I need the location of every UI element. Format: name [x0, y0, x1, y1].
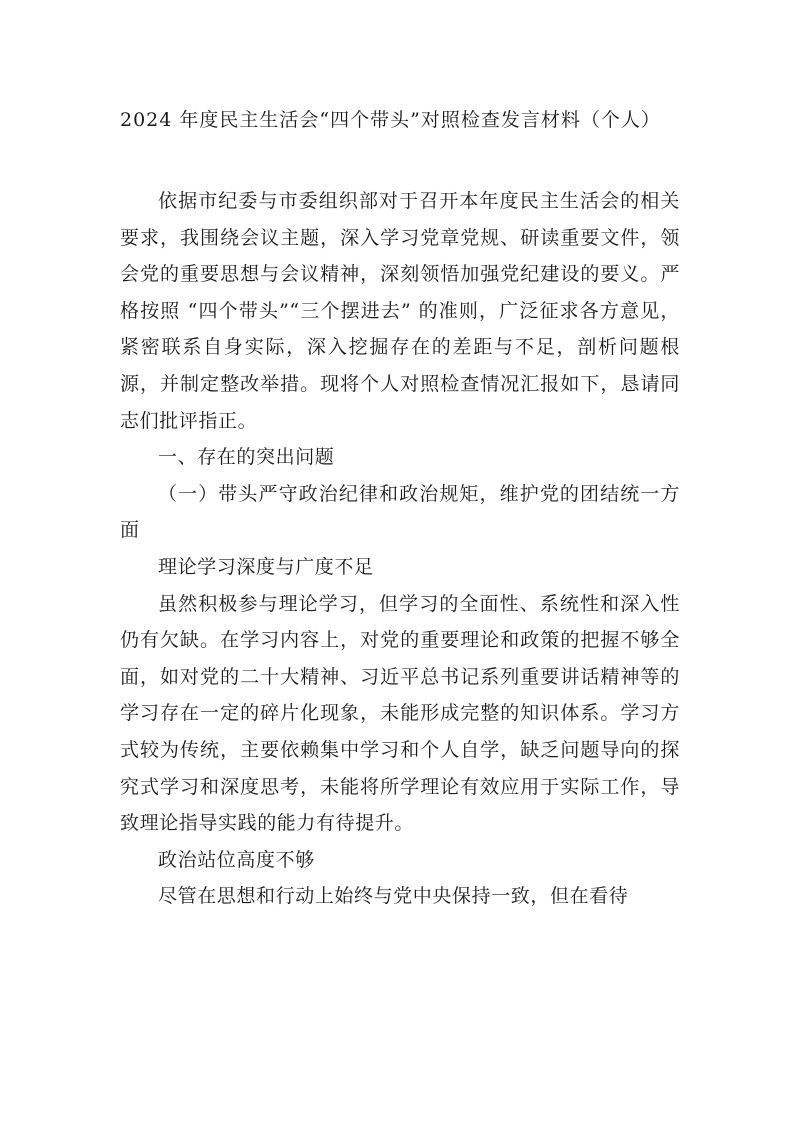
topic-heading: 理论学习深度与广度不足 [158, 555, 374, 578]
document-body [120, 183, 680, 915]
intro-paragraph: 依据市纪委与市委组织部对于召开本年度民主生活会的相关要求，我围绕会议主题，深入学习党章党规、研读重要文件，领会党的重要思想与会议精神，深刻领悟加强党纪建设的要义。严格按照 “四个带头”“三个摆进去” 的准则，广泛征求各方意见，紧密联系自身实际，深入挖掘存在的差距与不足，剖析问题根源，并制定整改举措。现将个人对照检查情况汇报如下，恳请同志们批评指正。 [120, 190, 680, 432]
body-paragraph: 虽然积极参与理论学习，但学习的全面性、系统性和深入性仍有欠缺。在学习内容上，对党的重要理论和政策的把握不够全面，如对党的二十大精神、习近平总书记系列重要讲话精神等的学习存在一定的碎片化现象，未能形成完整的知识体系。学习方式较为传统，主要依赖集中学习和个人自学，缺乏问题导向的探究式学习和深度思考，未能将所学理论有效应用于实际工作，导致理论指导实践的能力有待提升。 [120, 592, 680, 835]
topic-heading: 政治站位高度不够 [158, 848, 315, 871]
body-paragraph: 尽管在思想和行动上始终与党中央保持一致，但在看待 [158, 885, 629, 908]
document-title [120, 100, 680, 140]
section-heading: 一、存在的突出问题 [158, 446, 335, 469]
title-text: 2024 年度民主生活会“四个带头”对照检查发言材料（个人） [120, 109, 661, 131]
subsection-heading: （一）带头严守政治纪律和政治规矩，维护党的团结统一方面 [120, 482, 680, 542]
